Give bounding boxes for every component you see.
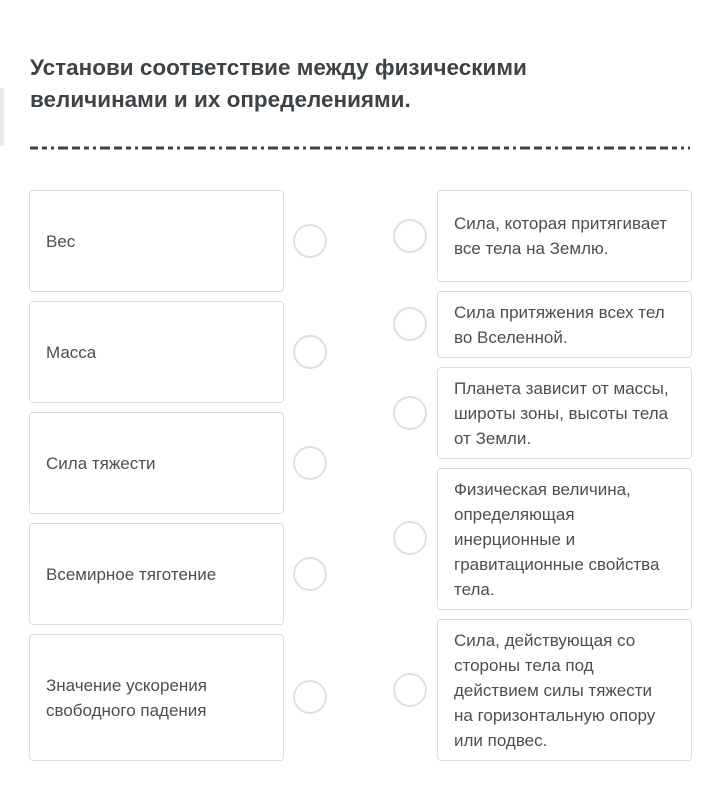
left-item-label: Значение ускорения свободного падения xyxy=(46,675,208,720)
left-item-2[interactable] xyxy=(29,301,284,403)
dashed-divider xyxy=(30,145,690,151)
right-connector-radio-1[interactable] xyxy=(393,219,427,253)
left-connector-radio-5[interactable] xyxy=(293,680,327,714)
left-item-label: Сила тяжести xyxy=(46,453,156,473)
left-connector-radio-1[interactable] xyxy=(293,224,327,258)
left-accent-bar xyxy=(0,88,4,146)
left-item-label: Всемирное тяготение xyxy=(46,564,217,584)
left-item-3[interactable] xyxy=(29,412,284,514)
right-item-label: Сила притяжения всех тел во Вселенной. xyxy=(454,302,665,347)
right-item-label: Планета зависит от массы, широты зоны, высоты тела от Земли. xyxy=(454,378,669,448)
right-item-label: Сила, действующая со стороны тела под действием силы тяжести на горизонтальную опору или подвес. xyxy=(454,630,656,750)
right-item-2[interactable] xyxy=(437,291,692,358)
right-item-label: Физическая величина, определяющая инерционные и гравитационные свойства тела. xyxy=(454,479,660,599)
question-title: Установи соответствие между физическими величинами и их определениями. xyxy=(30,55,527,112)
left-item-5[interactable] xyxy=(29,634,284,761)
right-item-4[interactable] xyxy=(437,468,692,610)
right-connector-radio-4[interactable] xyxy=(393,521,427,555)
left-item-label: Масса xyxy=(46,342,97,362)
right-item-5[interactable] xyxy=(437,619,692,761)
left-item-label: Вес xyxy=(46,231,76,251)
right-connector-radio-3[interactable] xyxy=(393,396,427,430)
right-connector-radio-5[interactable] xyxy=(393,673,427,707)
left-connector-radio-4[interactable] xyxy=(293,557,327,591)
left-item-4[interactable] xyxy=(29,523,284,625)
left-item-1[interactable] xyxy=(29,190,284,292)
right-item-1[interactable] xyxy=(437,190,692,282)
right-connector-radio-2[interactable] xyxy=(393,307,427,341)
left-connector-radio-3[interactable] xyxy=(293,446,327,480)
right-item-label: Сила, которая притягивает все тела на Землю. xyxy=(454,214,668,258)
left-connector-radio-2[interactable] xyxy=(293,335,327,369)
right-item-3[interactable] xyxy=(437,367,692,459)
